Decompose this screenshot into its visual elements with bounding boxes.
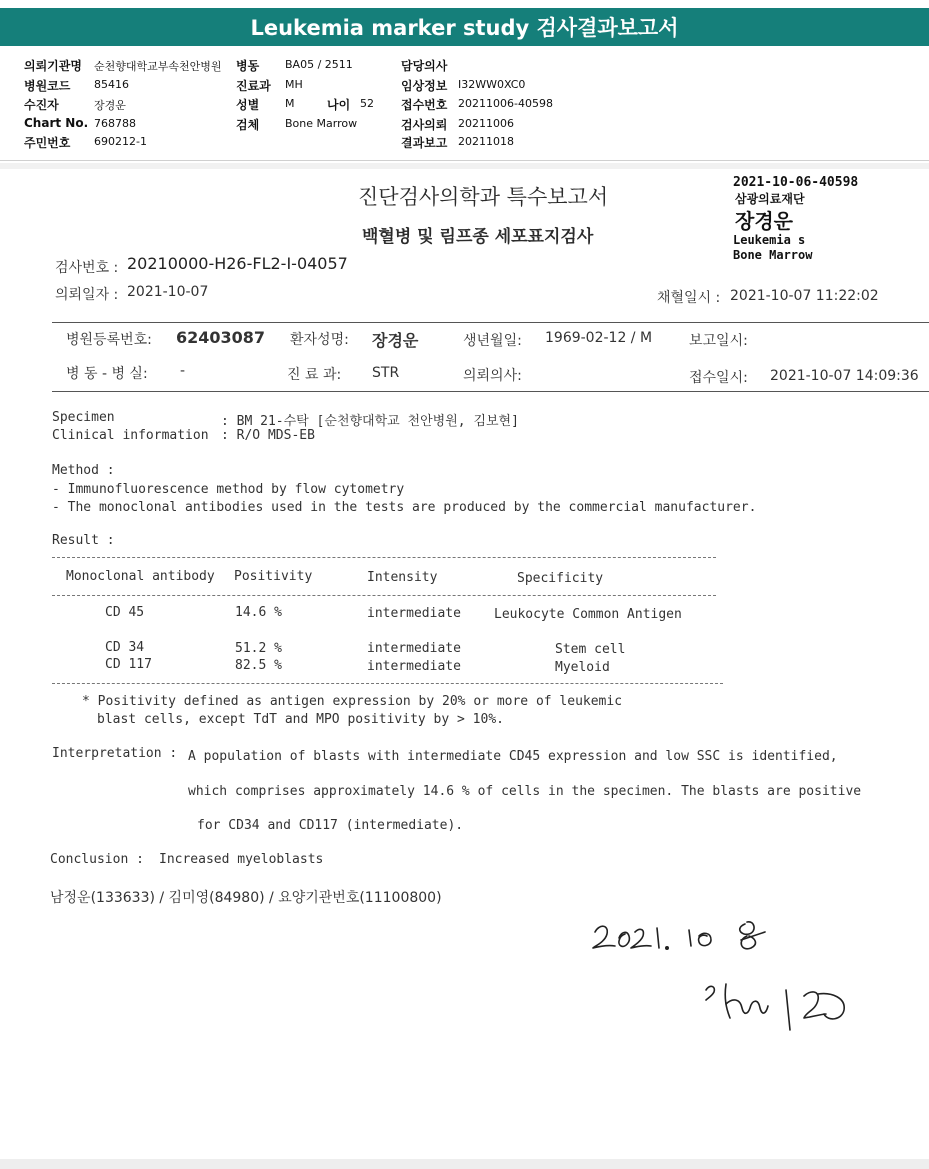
request-date-value: 20211006 <box>458 117 514 130</box>
specimen-value-2: : BM 21-수탁 [순천향대학교 천안병원, 김보현] <box>221 414 519 429</box>
patient-name-value: 장경운 <box>372 331 419 350</box>
clinical-info-label: 임상정보 <box>401 79 448 93</box>
info-bottom-line <box>52 391 929 392</box>
table-top-rule <box>52 557 716 558</box>
clinical-info-value: I32WW0XC0 <box>458 78 526 91</box>
specimen-label-2: Specimen <box>52 410 115 425</box>
row-specificity: Myeloid <box>555 660 610 675</box>
ward-label: 병동 <box>236 59 260 73</box>
receipt-datetime-value: 2021-10-07 14:09:36 <box>770 368 919 384</box>
report-subtitle: 백혈병 및 림프종 세포표지검사 <box>362 227 594 247</box>
hospital-code-label: 병원코드 <box>24 79 71 93</box>
hospital-name-value: 순천향대학교부속천안병원 <box>94 60 222 73</box>
stamp-lab-name: 삼광의료재단 <box>735 192 805 206</box>
interpretation-line: which comprises approximately 14.6 % of cells in the specimen. The blasts are positive <box>188 784 862 799</box>
collect-datetime-value: 2021-10-07 11:22:02 <box>730 288 879 304</box>
row-specificity: Leukocyte Common Antigen <box>494 607 682 622</box>
department-label: 진료과 <box>236 79 271 93</box>
interpretation-line: A population of blasts with intermediate CD45 expression and low SSC is identified, <box>188 749 838 764</box>
interpretation-label: Interpretation : <box>52 746 178 761</box>
sex-label: 성별 <box>236 98 260 112</box>
handwritten-date <box>585 910 785 960</box>
sex-value: M <box>285 97 295 110</box>
birth-label: 생년월일: <box>463 333 522 349</box>
row-positivity: 51.2 % <box>235 641 282 656</box>
resident-no-label: 주민번호 <box>24 136 71 150</box>
exam-no-value: 20210000-H26-FL2-I-04057 <box>127 254 348 273</box>
department-value: MH <box>285 78 303 91</box>
request-date-label: 검사의뢰 <box>401 118 448 132</box>
row-intensity: intermediate <box>367 641 461 656</box>
row-specificity: Stem cell <box>555 642 626 657</box>
stamp-test-name: Leukemia s <box>733 233 806 247</box>
dept-label: 진 료 과: <box>287 367 342 383</box>
header-divider <box>0 160 929 161</box>
dept-value: STR <box>372 365 400 381</box>
row-intensity: intermediate <box>367 659 461 674</box>
age-value: 52 <box>360 97 374 110</box>
row-positivity: 14.6 % <box>235 605 282 620</box>
stamp-patient-name: 장경운 <box>735 209 793 233</box>
request-date-label-2: 의뢰일자 : <box>55 287 119 303</box>
hospital-name-label: 의뢰기관명 <box>24 59 82 73</box>
age-label: 나이 <box>327 98 351 112</box>
chart-no-value: 768788 <box>94 117 136 130</box>
row-antibody: CD 45 <box>105 605 145 620</box>
reg-no-label: 병원등록번호: <box>66 332 152 348</box>
handwritten-signature <box>700 978 860 1038</box>
col-header-positivity: Positivity <box>234 569 313 584</box>
result-report-label: 결과보고 <box>401 136 448 150</box>
ward-room-value: - <box>180 363 186 379</box>
conclusion-value: Increased myeloblasts <box>159 852 324 867</box>
receipt-no-label: 접수번호 <box>401 98 448 112</box>
report-title: 진단검사의학과 특수보고서 <box>358 185 609 209</box>
method-line: - Immunofluorescence method by flow cytometry <box>52 482 405 497</box>
footnote-line: blast cells, except TdT and MPO positivity by > 10%. <box>97 712 504 727</box>
birth-value: 1969-02-12 / M <box>545 330 653 346</box>
stamp-specimen: Bone Marrow <box>733 248 813 262</box>
result-report-value: 20211018 <box>458 135 514 148</box>
clinical-info-value-2: : R/O MDS-EB <box>221 428 315 443</box>
specimen-value: Bone Marrow <box>285 117 358 130</box>
table-bottom-rule <box>52 683 723 684</box>
stamp-receipt-no: 2021-10-06-40598 <box>733 175 859 190</box>
row-positivity: 82.5 % <box>235 658 282 673</box>
patient-value: 장경운 <box>94 99 126 112</box>
ward-value: BA05 / 2511 <box>285 58 353 71</box>
clinical-info-label-2: Clinical information <box>52 428 209 443</box>
row-antibody: CD 117 <box>105 657 152 672</box>
exam-no-label: 검사번호 : <box>55 260 119 276</box>
result-label: Result : <box>52 533 115 548</box>
specimen-label: 검체 <box>236 118 260 132</box>
resident-no-value: 690212-1 <box>94 135 147 148</box>
requesting-doctor-label: 의뢰의사: <box>463 368 522 384</box>
footnote-line: * Positivity defined as antigen expression by 20% or more of leukemic <box>82 694 623 709</box>
collect-datetime-label: 채혈일시 : <box>657 290 721 306</box>
signers-line: 남정운(133633) / 김미영(84980) / 요양기관번호(11100800) <box>50 890 442 906</box>
page-footer-bar <box>0 1159 929 1169</box>
row-intensity: intermediate <box>367 606 461 621</box>
interpretation-line: for CD34 and CD117 (intermediate). <box>197 818 464 833</box>
conclusion-label: Conclusion : <box>50 852 144 867</box>
report-banner-title: Leukemia marker study 검사결과보고서 <box>0 8 929 46</box>
report-datetime-label: 보고일시: <box>689 333 748 349</box>
request-date-value-2: 2021-10-07 <box>127 284 209 300</box>
receipt-datetime-label: 접수일시: <box>689 370 748 386</box>
row-antibody: CD 34 <box>105 640 145 655</box>
ward-room-label: 병 동 - 병 실: <box>66 366 148 382</box>
col-header-intensity: Intensity <box>367 570 438 585</box>
col-header-antibody: Monoclonal antibody <box>66 569 215 584</box>
table-header-rule <box>52 595 716 596</box>
hospital-code-value: 85416 <box>94 78 129 91</box>
doctor-label: 담당의사 <box>401 59 448 73</box>
method-label: Method : <box>52 463 115 478</box>
chart-no-label: Chart No. <box>24 116 89 130</box>
info-top-line <box>52 322 929 323</box>
method-line: - The monoclonal antibodies used in the tests are produced by the commercial manufacturer. <box>52 500 757 515</box>
receipt-no-value: 20211006-40598 <box>458 97 553 110</box>
reg-no-value: 62403087 <box>176 328 266 347</box>
patient-name-label: 환자성명: <box>290 332 349 348</box>
col-header-specificity: Specificity <box>517 571 604 586</box>
patient-label: 수진자 <box>24 98 59 112</box>
